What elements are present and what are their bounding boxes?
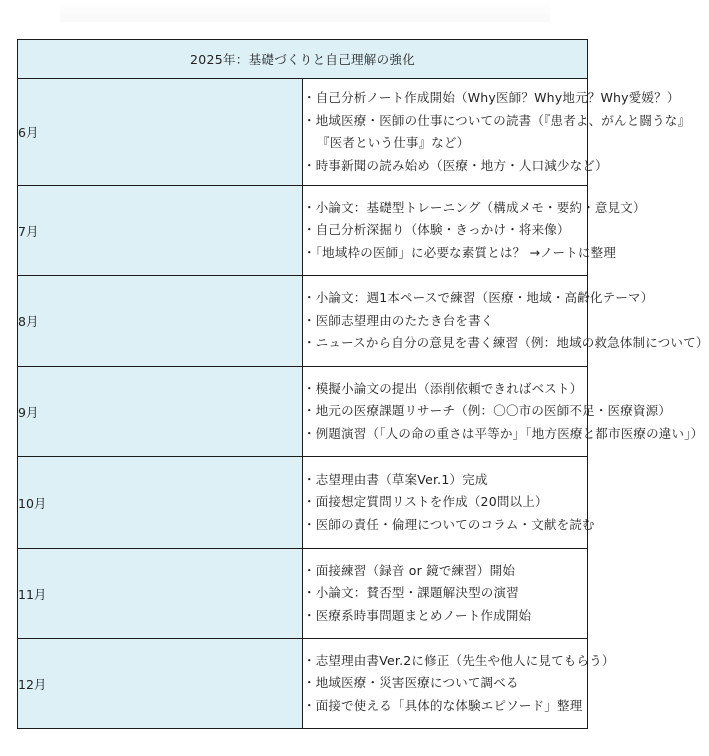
table-row-june — [18, 79, 588, 186]
task-item: ・自己分析ノート作成開始（Why医師？Why地元？Why愛媛？） — [303, 90, 680, 105]
top-fade-decoration — [60, 0, 550, 22]
task-item: ・ニュースから自分の意見を書く練習（例：地域の救急体制について） — [303, 335, 709, 351]
task-list — [303, 549, 588, 639]
month-label: 9月 — [18, 367, 303, 457]
task-item: ・「地域枠の医師」に必要な素質とは？ →ノートに整理 — [303, 244, 617, 260]
task-item: ・志望理由書Ver.2に修正（先生や他人に見てもらう） — [303, 652, 615, 668]
task-list — [303, 79, 691, 186]
task-item: ・医師志望理由のたたき台を書く — [303, 312, 494, 328]
task-item: ・面接練習（録音 or 鏡で練習）開始 — [303, 562, 516, 578]
task-list — [303, 639, 615, 729]
task-item: ・時事新聞の読み始め（医療・地方・人口減少など） — [303, 157, 608, 173]
month-label: 12月 — [18, 639, 303, 729]
month-label: 6月 — [18, 79, 303, 186]
task-list — [303, 457, 595, 549]
task-item: ・地域医療・医師の仕事についての読書（『患者よ、がんと闘うな』 — [303, 112, 691, 128]
task-item: ・志望理由書（草案Ver.1）完成 — [303, 471, 488, 487]
task-item: ・地域医療・災害医療について調べる — [303, 675, 519, 691]
table-row-december — [18, 639, 588, 729]
table-row-july — [18, 186, 588, 276]
task-item: ・面接想定質問リストを作成（20問以上） — [303, 494, 548, 510]
table-row-august — [18, 276, 588, 367]
table-row-november — [18, 549, 588, 639]
task-item: ・自己分析深掘り（体験・きっかけ・将来像） — [303, 222, 570, 238]
task-item-continuation: 『医者という仕事』など） — [317, 135, 470, 150]
task-list — [303, 276, 709, 367]
task-item: ・例題演習（「人の命の重さは平等か」「地方医療と都市医療の違い」） — [303, 425, 704, 441]
month-label: 11月 — [18, 549, 303, 639]
task-item: ・面接で使える「具体的な体験エピソード」整理 — [303, 697, 583, 713]
task-item: ・医師の責任・倫理についてのコラム・文献を読む — [303, 516, 595, 532]
month-label: 7月 — [18, 186, 303, 276]
study-plan-table — [17, 39, 709, 729]
month-label: 10月 — [18, 457, 303, 549]
task-list — [303, 186, 646, 276]
table-header-row — [18, 40, 588, 79]
table-row-october — [18, 457, 588, 549]
month-label: 8月 — [18, 276, 303, 367]
task-item: ・地元の医療課題リサーチ（例：〇〇市の医師不足・医療資源） — [303, 403, 672, 419]
task-item: ・小論文：週1本ペースで練習（医療・地域・高齢化テーマ） — [303, 290, 654, 306]
table-header-title: 2025年：基礎づくりと自己理解の強化 — [18, 40, 588, 79]
task-item: ・模擬小論文の提出（添削依頼できればベスト） — [303, 380, 583, 396]
task-item: ・医療系時事問題まとめノート作成開始 — [303, 607, 532, 623]
task-item: ・小論文：賛否型・課題解決型の演習 — [303, 585, 519, 601]
table-row-september — [18, 367, 588, 457]
task-item: ・小論文：基礎型トレーニング（構成メモ・要約・意見文） — [303, 199, 646, 215]
task-list — [303, 367, 704, 457]
